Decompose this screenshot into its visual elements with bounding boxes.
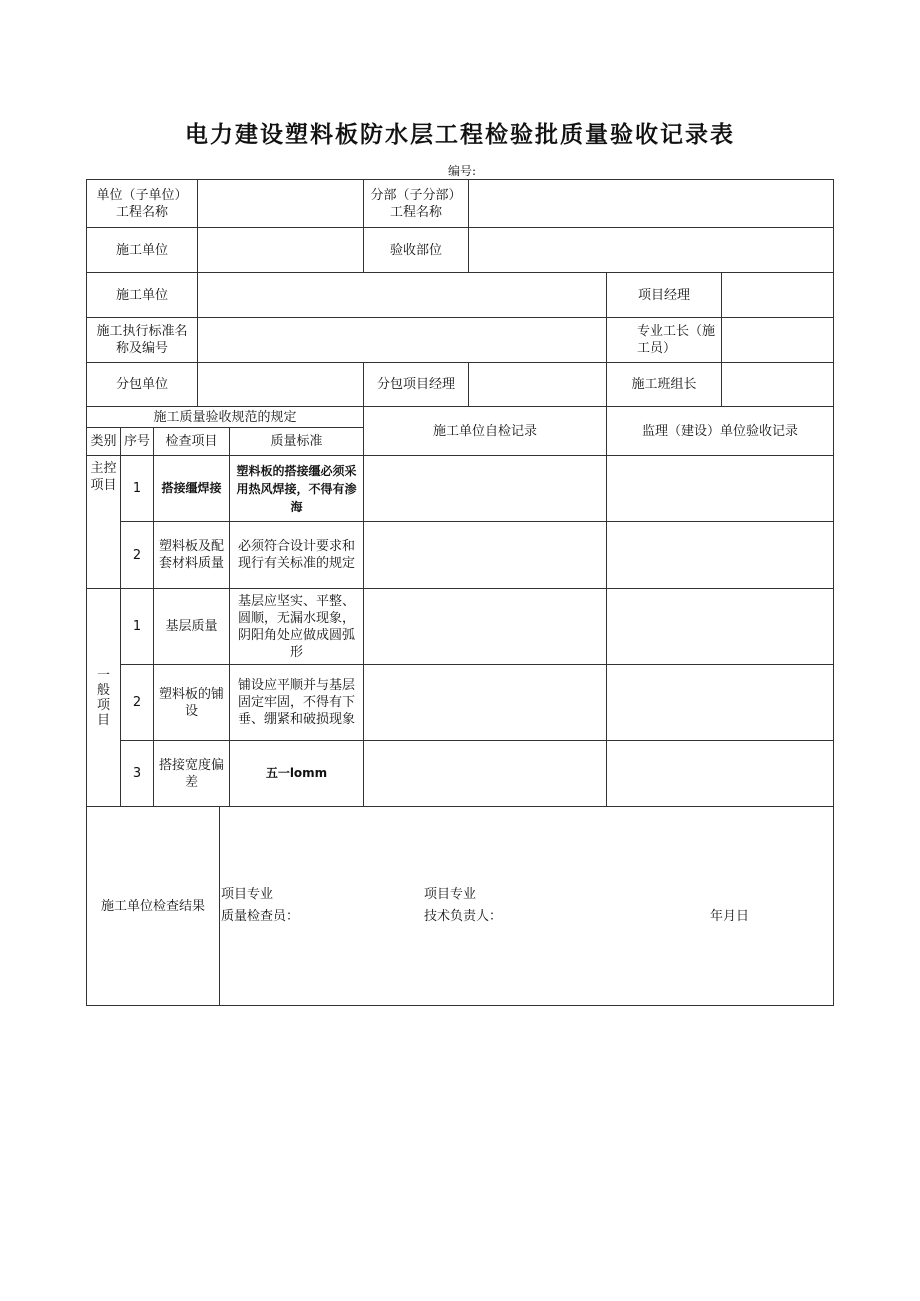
subcontractor-label: 分包单位: [86, 362, 198, 407]
general-item-3-name: 搭接宽度偏差: [153, 740, 230, 807]
main-item-2-supervision[interactable]: [606, 521, 834, 589]
technical-lead-label: 项目专业 技术负责人：: [424, 887, 503, 924]
constructor2-label: 施工单位: [86, 272, 198, 318]
standard-field[interactable]: [197, 317, 607, 363]
main-item-2-self-check[interactable]: [363, 521, 607, 589]
general-item-1-supervision[interactable]: [606, 588, 834, 665]
subunit-name-field[interactable]: [468, 179, 834, 228]
general-item-2-standard: 铺设应平顺并与基层固定牢固，不得有下垂、绷紧和破损现象: [229, 664, 364, 741]
constructor-label: 施工单位: [86, 227, 198, 273]
main-item-2-name: 塑料板及配套材料质量: [153, 521, 230, 589]
general-item-2-self-check[interactable]: [363, 664, 607, 741]
general-item-3-supervision[interactable]: [606, 740, 834, 807]
serial-number-label: 编号:: [448, 164, 477, 178]
general-item-1-name: 基层质量: [153, 588, 230, 665]
sub-manager-field[interactable]: [468, 362, 607, 407]
unit-name-label: 单位（子单位） 工程名称: [86, 179, 198, 228]
subcontractor-field[interactable]: [197, 362, 364, 407]
team-leader-label: 施工班组长: [606, 362, 722, 407]
subunit-name-label: 分部（子分部） 工程名称: [363, 179, 469, 228]
page-title: 电力建设塑料板防水层工程检验批质量验收记录表: [185, 121, 735, 148]
result-label: 施工单位检查结果: [86, 806, 220, 1006]
general-item-3-seq: 3: [120, 740, 154, 807]
project-manager-field[interactable]: [721, 272, 834, 318]
general-item-3-self-check[interactable]: [363, 740, 607, 807]
main-item-1-name: 搭接缰焊接: [153, 455, 230, 522]
main-item-1-standard: 塑料板的搭接缰必须采用热风焊接，不得有渗海: [229, 455, 364, 522]
constructor-field[interactable]: [197, 227, 364, 273]
general-item-2-name: 塑料板的铺设: [153, 664, 230, 741]
general-item-2-seq: 2: [120, 664, 154, 741]
main-item-1-supervision[interactable]: [606, 455, 834, 522]
main-item-2-standard: 必须符合设计要求和现行有关标准的规定: [229, 521, 364, 589]
item-header: 检查项目: [153, 427, 230, 456]
standard-header: 质量标准: [229, 427, 364, 456]
general-item-1-standard: 基层应坚实、平整、圆顺，无漏水现象，阴阳角处应做成圆弧形: [229, 588, 364, 665]
main-category-label: 主控 项目: [86, 455, 121, 589]
general-category-label: 一般项目: [96, 667, 110, 728]
acceptance-part-field[interactable]: [468, 227, 834, 273]
general-item-1-seq: 1: [120, 588, 154, 665]
acceptance-part-label: 验收部位: [363, 227, 469, 273]
main-item-2-seq: 2: [120, 521, 154, 589]
general-item-3-standard: 五一lomm: [229, 740, 364, 807]
self-check-header: 施工单位自检记录: [363, 406, 607, 456]
project-manager-label: 项目经理: [606, 272, 722, 318]
main-item-1-self-check[interactable]: [363, 455, 607, 522]
standard-label: 施工执行标准名 称及编号: [86, 317, 198, 363]
category-header: 类别: [86, 427, 121, 456]
general-item-2-supervision[interactable]: [606, 664, 834, 741]
quality-inspector-label: 项目专业 质量检查员：: [221, 887, 300, 924]
main-item-1-seq: 1: [120, 455, 154, 522]
foreman-field[interactable]: [721, 317, 834, 363]
spec-title-header: 施工质量验收规范的规定: [86, 406, 364, 428]
foreman-label: 专业工长（施 工员）: [606, 317, 722, 363]
sub-manager-label: 分包项目经理: [363, 362, 469, 407]
unit-name-field[interactable]: [197, 179, 364, 228]
general-category-cell: [86, 588, 121, 807]
general-item-1-self-check[interactable]: [363, 588, 607, 665]
date-label: 年月日: [710, 909, 750, 924]
team-leader-field[interactable]: [721, 362, 834, 407]
constructor2-field[interactable]: [197, 272, 607, 318]
supervision-header: 监理（建设）单位验收记录: [606, 406, 834, 456]
seq-header: 序号: [120, 427, 154, 456]
